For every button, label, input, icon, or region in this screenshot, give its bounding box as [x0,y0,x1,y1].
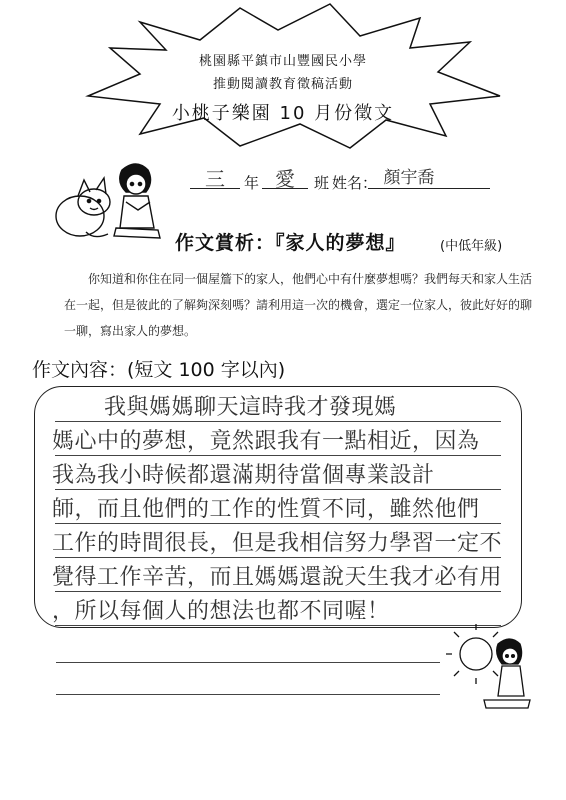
class-label: 班 [314,174,330,192]
grade-underline [190,188,240,189]
school-name: 桃園縣平鎮市山豐國民小學 [198,54,367,69]
content-label: 作文內容：(短文 100 字以內) [32,359,286,381]
name-label: 姓名： [332,174,378,192]
activity-name: 推動閱讀教育徵稿活動 [212,77,353,92]
blank-ruled-line [56,662,440,663]
essay-line-7: ，所以每個人的想法也都不同喔！ [52,599,390,624]
essay-line-1: 我與媽媽聊天這時我才發現媽 [104,395,397,420]
student-name: 顏宇喬 [383,168,435,188]
level-note: (中低年級) [440,239,503,254]
essay-line-4: 師，而且他們的工作的性質不同，雖然他們 [52,497,480,522]
name-underline [368,188,490,189]
page-title: 小桃子樂園 10 月份徵文 [171,103,395,124]
intro-paragraph: 你知道和你住在同一個屋簷下的家人，他們心中有什麼夢想嗎？我們每天和家人生活在一起，但是彼此的了解夠深刻嗎？請利用這一次的機會，選定一位家人，彼此好好的聊一聊，寫出家人的夢想。 [64,272,533,338]
blank-ruled-line [56,694,440,695]
essay-line-2: 媽心中的夢想，竟然跟我有一點相近，因為 [52,429,480,454]
class-value: 愛 [275,167,295,191]
grade-value: 三 [205,167,225,191]
class-underline [262,188,308,189]
theme-heading: 作文賞析：『家人的夢想』 [175,232,406,254]
sun-and-girl-illustration [444,620,534,715]
essay-line-6: 覺得工作辛苦，而且媽媽還說天生我才必有用 [52,565,503,590]
essay-line-3: 我為我小時候都還滿期待當個專業設計 [52,463,435,488]
essay-line-5: 工作的時間很長，但是我相信努力學習一定不 [52,531,503,556]
grade-label: 年 [244,174,260,192]
cat-and-girl-illustration [50,158,165,246]
